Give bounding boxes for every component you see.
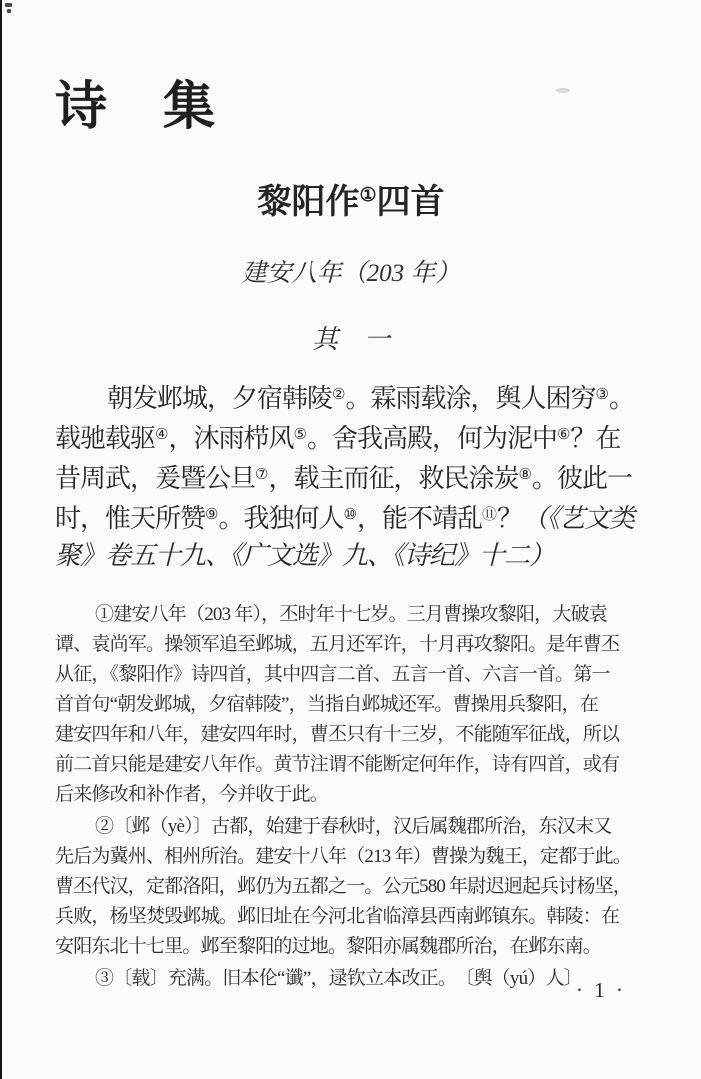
ink-speck-artifact (7, 9, 11, 13)
annotation-2: ②〔邺（yè）〕古都，始建于春秋时，汉后属魏郡所治，东汉末又 先后为冀州、相州所治。建安十八年（213 年）曹操为魏王，定都于此。 曹丕代汉，定都洛阳，邺仍为五都之一。公元580 年尉迟迥起兵讨杨坚， 兵败，杨坚焚毁邺城。邺旧址在今河北省临漳县西南邺镇东。韩陵：在 安阳东北十七里。邺至黎阳的过地。黎阳亦属魏郡所治，在邺东南。 (55, 815, 632, 957)
poem-line-text: ，沐雨栉风 (168, 423, 294, 453)
annotation-1: ①建安八年（203 年），丕时年十七岁。三月曹操攻黎阳，大破袁 谭、袁尚军。操领军追至邺城，五月还军许，十月再攻黎阳。是年曹丕 从征，《黎阳作》诗四首，其中四言二首、五言一首、六言一首。第一 首首句“朝发邺城，夕宿韩陵”，当指自邺城还军。曹操用兵黎阳，在 建安四年和八年，建安四年时，曹丕只有十三岁，不能随军征战，所以 前二首只能是建安八年作。黄节注谓不能断定何年作，诗有四首，或有 后来修改和补作者，今并收于此。 (55, 603, 620, 805)
book-section-title: 诗 集 (55, 78, 218, 136)
poem-line-text: 。我独何人 (218, 503, 344, 533)
note-ref: ⑩ (343, 506, 357, 523)
note-ref: ⑪ (481, 506, 497, 523)
note-ref: ④ (155, 426, 169, 443)
note-ref: ③ (595, 386, 609, 403)
poem-line-text: 昔周武，爰暨公旦 (55, 463, 256, 493)
poem-line-text: 。彼此一 (531, 463, 632, 493)
poem-line-text: 。霖雨载涂，舆人困穷 (345, 383, 596, 413)
note-ref: ② (332, 386, 346, 403)
scan-left-edge-artifact (0, 0, 2, 1079)
poem-subtitle-date: 建安八年（203 年） (241, 259, 461, 287)
poem-line-text: ？在 (570, 423, 621, 453)
poem-line-text: 朝发邺城，夕宿韩陵 (107, 383, 333, 413)
poem-title (55, 182, 647, 225)
note-ref: ⑥ (556, 426, 571, 443)
source-citation: 聚》卷五十九、《广文选》九、《诗纪》十二） (55, 540, 555, 570)
note-ref: ⑦ (255, 466, 269, 483)
annotation-3: ③〔载〕充满。旧本伦“谶”，逯钦立本改正。 〔舆（yú）人〕 (95, 967, 582, 989)
poem-line-text: ，能不靖乱 (356, 503, 482, 533)
page-number: · 1 · (576, 978, 626, 1002)
poem-line-text: ，载主而征，救民涂炭 (268, 463, 519, 493)
poem-title-note-ref: ① (359, 184, 377, 206)
note-ref: ⑨ (205, 506, 219, 523)
poem-line-text: 。舍我高殿，何为泥中 (306, 423, 557, 453)
source-citation: （《艺文类 (521, 503, 634, 533)
poem-line-text: 时，惟天所赞 (55, 503, 206, 533)
poem-line-text: 。 (608, 383, 634, 413)
poem-line-text: ？ (496, 503, 522, 533)
poem-text (55, 377, 647, 574)
poem-title-main: 黎阳作 (257, 183, 360, 221)
note-ref: ⑤ (293, 426, 307, 443)
poem-line-text: 载驰载驱 (55, 423, 156, 453)
annotations-block (55, 600, 647, 994)
note-ref: ⑧ (518, 466, 532, 483)
poem-section-heading: 其 一 (311, 324, 390, 354)
page-content (55, 0, 647, 996)
ink-speck-artifact (5, 3, 12, 7)
poem-title-suffix: 四首 (376, 183, 445, 221)
